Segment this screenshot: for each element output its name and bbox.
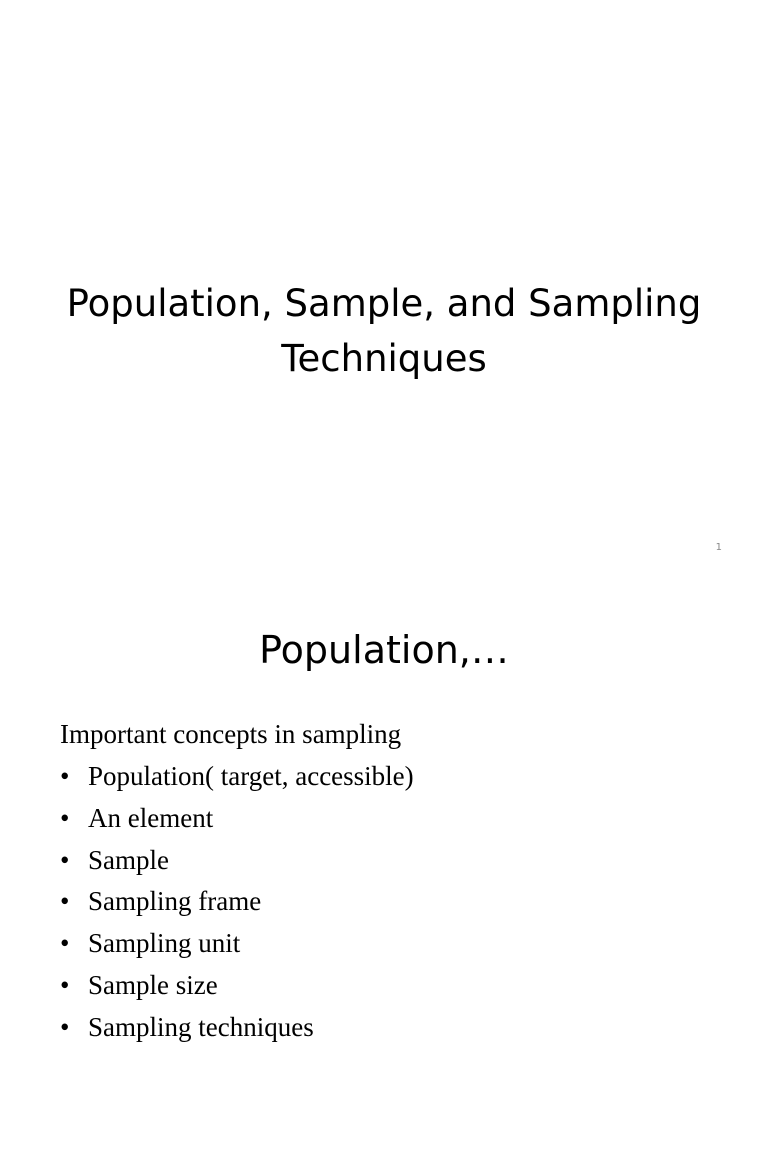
intro-text: Important concepts in sampling — [60, 719, 402, 749]
list-item — [60, 883, 720, 925]
list-item — [60, 758, 720, 800]
list-item-text: An element — [88, 802, 214, 833]
list-item — [60, 925, 720, 967]
bullet-icon: • — [60, 928, 70, 959]
bullet-list — [60, 758, 720, 1051]
list-item — [60, 967, 720, 1009]
slide-title: Population,… — [259, 628, 509, 672]
list-item-text: Sample — [88, 844, 169, 875]
list-item-text: Sampling techniques — [88, 1011, 314, 1042]
list-item-text: Sampling frame — [88, 886, 262, 917]
slide-title: Population, Sample, and Sampling Techniques — [66, 282, 702, 380]
list-item — [60, 1009, 720, 1051]
bullet-icon: • — [60, 886, 70, 917]
bullet-icon: • — [60, 1011, 70, 1042]
list-item — [60, 800, 720, 842]
list-item-text: Sample size — [88, 969, 218, 1000]
bullet-icon: • — [60, 969, 70, 1000]
list-item-text: Population( target, accessible) — [88, 761, 414, 791]
slide-number: 1 — [715, 542, 722, 553]
slide-content — [60, 716, 720, 1051]
bullet-icon: • — [60, 844, 70, 875]
list-item-text: Sampling unit — [88, 928, 241, 959]
bullet-icon: • — [60, 761, 70, 791]
bullet-icon: • — [60, 802, 70, 833]
slide-2 — [0, 576, 768, 1152]
list-item — [60, 842, 720, 884]
